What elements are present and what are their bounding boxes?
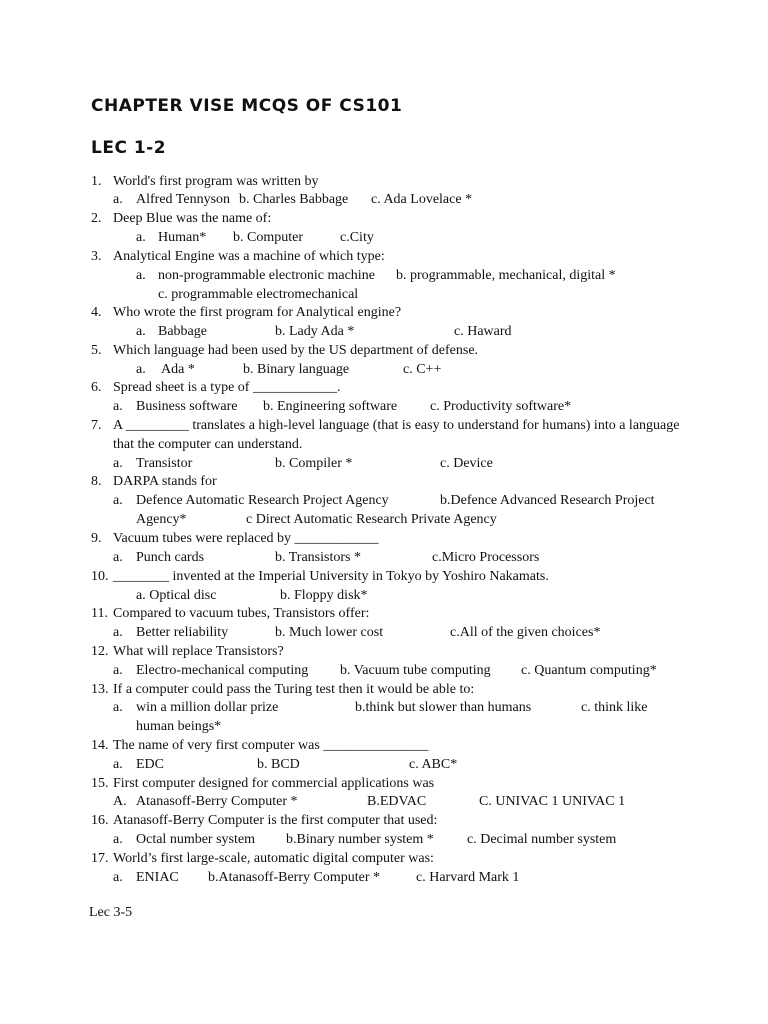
- option-c: c. Haward: [454, 324, 512, 339]
- question-text: Which language had been used by the US department of defense.: [113, 343, 479, 358]
- option-c: c. Device: [440, 456, 493, 471]
- question-number: 6.: [91, 380, 102, 395]
- option-a: Business software: [136, 399, 238, 414]
- option-c: c. Productivity software*: [430, 399, 572, 414]
- question-number: 13.: [91, 682, 109, 697]
- option-b-continued: Agency*: [136, 512, 187, 527]
- question-number: 10.: [91, 569, 109, 584]
- option-c: c.All of the given choices*: [450, 625, 601, 640]
- option-letter: a.: [113, 870, 123, 885]
- question-text-continued: that the computer can understand.: [113, 437, 303, 452]
- document-title: CHAPTER VISE MCQS OF CS101: [91, 96, 403, 116]
- question-number: 12.: [91, 644, 109, 659]
- question-number: 11.: [91, 606, 108, 621]
- option-letter: a.: [136, 324, 146, 339]
- option-a: a. Optical disc: [136, 588, 217, 603]
- option-b: b. Floppy disk*: [280, 588, 368, 603]
- question-text: First computer designed for commercial applications was: [113, 776, 435, 791]
- question-text: A _________ translates a high-level language (that is easy to understand for humans) into a language: [113, 418, 680, 433]
- option-c: c. C++: [403, 362, 442, 377]
- option-b: b. Transistors *: [275, 550, 361, 565]
- option-a: Babbage: [158, 324, 207, 339]
- question-number: 1.: [91, 174, 102, 189]
- option-letter: a.: [136, 362, 146, 377]
- question-number: 3.: [91, 249, 102, 264]
- option-c: c. programmable electromechanical: [158, 287, 359, 302]
- question-text: Vacuum tubes were replaced by ____________: [113, 531, 379, 546]
- question-text: Spread sheet is a type of ____________.: [113, 380, 341, 395]
- question-text: Deep Blue was the name of:: [113, 211, 272, 226]
- option-letter: A.: [113, 794, 127, 809]
- option-c: C. UNIVAC 1 UNIVAC 1: [479, 794, 626, 809]
- question-number: 8.: [91, 474, 102, 489]
- option-b: b.think but slower than humans: [355, 700, 532, 715]
- question-text: World’s first large-scale, automatic digital computer was:: [113, 851, 434, 866]
- option-a: Punch cards: [136, 550, 205, 565]
- option-b: b. Vacuum tube computing: [340, 663, 491, 678]
- option-a: Electro-mechanical computing: [136, 663, 309, 678]
- option-b: b. BCD: [257, 757, 300, 772]
- option-b: b.Defence Advanced Research Project: [440, 493, 655, 508]
- option-b: b. Charles Babbage: [239, 192, 349, 207]
- option-a: ENIAC: [136, 870, 179, 885]
- option-letter: a.: [136, 230, 146, 245]
- option-a: Alfred Tennyson: [136, 192, 231, 207]
- option-a: Human*: [158, 230, 207, 245]
- option-c: c. ABC*: [409, 757, 458, 772]
- option-letter: a.: [113, 399, 123, 414]
- option-letter: a.: [113, 757, 123, 772]
- option-c: c. Ada Lovelace *: [371, 192, 473, 207]
- option-b: b. Engineering software: [263, 399, 398, 414]
- option-a: Ada *: [161, 362, 195, 377]
- question-number: 14.: [91, 738, 109, 753]
- option-b: b. Much lower cost: [275, 625, 384, 640]
- next-lecture-heading: Lec 3-5: [89, 905, 133, 920]
- question-text: Compared to vacuum tubes, Transistors offer:: [113, 606, 370, 621]
- question-text: DARPA stands for: [113, 474, 217, 489]
- option-c: c. Quantum computing*: [521, 663, 657, 678]
- option-a: win a million dollar prize: [136, 700, 279, 715]
- option-letter: a.: [113, 493, 123, 508]
- question-text: Who wrote the first program for Analytical engine?: [113, 305, 402, 320]
- option-a: Atanasoff-Berry Computer *: [136, 794, 298, 809]
- option-a: Octal number system: [136, 832, 255, 847]
- question-text: The name of very first computer was _______________: [113, 738, 429, 753]
- question-number: 9.: [91, 531, 102, 546]
- option-a: non-programmable electronic machine: [158, 268, 375, 283]
- option-c-continued: human beings*: [136, 719, 222, 734]
- question-number: 17.: [91, 851, 109, 866]
- lecture-heading: LEC 1-2: [91, 138, 167, 158]
- option-b: b.Binary number system *: [286, 832, 434, 847]
- option-letter: a.: [113, 625, 123, 640]
- option-a: EDC: [136, 757, 164, 772]
- option-c: c. Harvard Mark 1: [416, 870, 520, 885]
- option-b: b.Atanasoff-Berry Computer *: [208, 870, 380, 885]
- option-letter: a.: [113, 456, 123, 471]
- option-letter: a.: [136, 268, 146, 283]
- question-number: 4.: [91, 305, 102, 320]
- option-letter: a.: [113, 663, 123, 678]
- option-b: b. programmable, mechanical, digital *: [396, 268, 616, 283]
- option-b: b. Binary language: [243, 362, 350, 377]
- option-a: Transistor: [136, 456, 193, 471]
- question-text: If a computer could pass the Turing test then it would be able to:: [113, 682, 475, 697]
- option-a: Better reliability: [136, 625, 229, 640]
- option-c: c. Decimal number system: [467, 832, 617, 847]
- option-c: c Direct Automatic Research Private Agency: [246, 512, 497, 527]
- option-letter: a.: [113, 192, 123, 207]
- question-number: 7.: [91, 418, 102, 433]
- question-number: 2.: [91, 211, 102, 226]
- question-number: 5.: [91, 343, 102, 358]
- option-b: b. Lady Ada *: [275, 324, 355, 339]
- option-b: B.EDVAC: [367, 794, 427, 809]
- question-text: Analytical Engine was a machine of which type:: [113, 249, 385, 264]
- question-text: World's first program was written by: [113, 174, 319, 189]
- option-a: Defence Automatic Research Project Agency: [136, 493, 389, 508]
- option-letter: a.: [113, 550, 123, 565]
- option-letter: a.: [113, 700, 123, 715]
- question-text: Atanasoff-Berry Computer is the first computer that used:: [113, 813, 438, 828]
- question-number: 16.: [91, 813, 109, 828]
- option-b: b. Computer: [233, 230, 303, 245]
- option-c: c.Micro Processors: [432, 550, 540, 565]
- question-text: What will replace Transistors?: [113, 644, 284, 659]
- question-number: 15.: [91, 776, 109, 791]
- option-c: c.City: [340, 230, 374, 245]
- option-c: c. think like: [581, 700, 648, 715]
- option-letter: a.: [113, 832, 123, 847]
- option-b: b. Compiler *: [275, 456, 353, 471]
- question-text: ________ invented at the Imperial University in Tokyo by Yoshiro Nakamats.: [113, 569, 549, 584]
